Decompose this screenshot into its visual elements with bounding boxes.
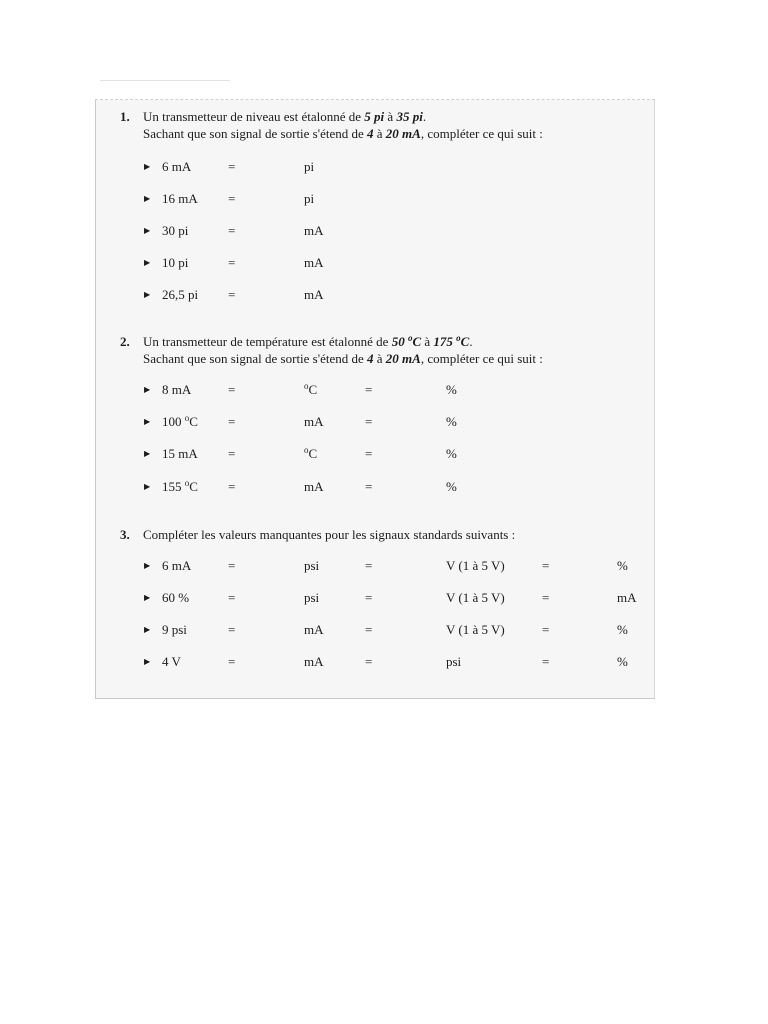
- q2-row-value: [162, 382, 191, 398]
- q1-row-unit: mA: [304, 223, 324, 238]
- bullet-icon: ▶: [144, 258, 151, 267]
- equals-sign: =: [542, 558, 550, 573]
- q3-row-unit-2: V (1 à 5 V): [446, 558, 505, 573]
- degree-sup: o: [184, 413, 190, 423]
- q3-row-unit-1: mA: [304, 654, 324, 669]
- q3-row-unit-2: psi: [446, 654, 462, 669]
- equals-sign: =: [228, 191, 236, 206]
- q1-row-value: 10 pi: [162, 255, 189, 270]
- q1-text: .: [422, 109, 427, 124]
- equals-sign: =: [228, 255, 236, 270]
- q3-row-unit-1: psi: [304, 558, 320, 573]
- q2-text: .: [469, 334, 473, 349]
- equals-sign: =: [365, 622, 373, 637]
- q3-row-value: 6 mA: [162, 558, 192, 573]
- q2-row-unit: [304, 479, 324, 495]
- q2-row-unit: [304, 382, 317, 398]
- question-2-line-1: [143, 334, 473, 350]
- bullet-icon: ▶: [144, 625, 151, 634]
- degree-sup: o: [456, 333, 461, 343]
- q2-range-min: [392, 334, 421, 349]
- unit-text: mA: [304, 479, 324, 494]
- equals-sign: =: [228, 159, 236, 174]
- equals-sign: =: [228, 414, 236, 429]
- q2-text: Un transmetteur de température est étalonné de: [143, 334, 392, 349]
- value-text: 155: [162, 479, 185, 494]
- q1-range-max: 35 pi: [396, 109, 423, 124]
- degree-sup: o: [304, 445, 309, 455]
- q2-row-percent: %: [446, 479, 457, 494]
- bullet-icon: ▶: [144, 417, 151, 426]
- equals-sign: =: [365, 446, 373, 461]
- question-1-line-1: [143, 109, 426, 125]
- q2-signal-max: 20 mA: [385, 351, 421, 366]
- q1-row-unit: pi: [304, 159, 315, 174]
- q2-row-unit: [304, 446, 317, 462]
- q2-text: à: [373, 351, 386, 366]
- q3-row-unit-1: psi: [304, 590, 320, 605]
- q1-text: Sachant que son signal de sortie s'étend de: [143, 126, 368, 141]
- q2-range-max: [433, 334, 469, 349]
- q1-range-min: 5 pi: [364, 109, 385, 124]
- q1-signal-min: 4: [367, 126, 374, 141]
- bullet-icon: ▶: [144, 290, 151, 299]
- q1-text: à: [373, 126, 386, 141]
- scanned-sheet: [95, 100, 655, 699]
- q1-text: à: [384, 109, 397, 124]
- equals-sign: =: [228, 558, 236, 573]
- equals-sign: =: [228, 446, 236, 461]
- bullet-icon: ▶: [144, 593, 151, 602]
- q2-signal-min: 4: [367, 351, 374, 366]
- value-text: 15 mA: [162, 446, 198, 461]
- q3-row-value: 9 psi: [162, 622, 187, 637]
- value-unit: C: [189, 479, 198, 494]
- q3-row-unit-3: mA: [617, 590, 637, 605]
- q1-row-unit: pi: [304, 191, 315, 206]
- equals-sign: =: [228, 590, 236, 605]
- q1-text: Un transmetteur de niveau est étalonné de: [143, 109, 365, 124]
- q2-text: Sachant que son signal de sortie s'étend de: [143, 351, 368, 366]
- q2-range-max-value: 175: [433, 334, 457, 349]
- q2-range-min-value: 50: [391, 334, 408, 349]
- q1-signal-max: 20 mA: [385, 126, 421, 141]
- question-2-number: 2.: [120, 334, 130, 349]
- bullet-icon: ▶: [144, 162, 151, 171]
- q2-row-percent: %: [446, 414, 457, 429]
- equals-sign: =: [542, 590, 550, 605]
- value-text: 100: [162, 414, 185, 429]
- q2-text: , compléter ce qui suit :: [420, 351, 543, 366]
- degree-sup: o: [304, 381, 309, 391]
- q2-row-value: [162, 479, 198, 495]
- question-3-number: 3.: [120, 527, 130, 542]
- q1-row-value: 6 mA: [162, 159, 192, 174]
- q2-row-percent: %: [446, 382, 457, 397]
- q1-row-value: 26,5 pi: [162, 287, 199, 302]
- unit-text: C: [308, 382, 318, 397]
- equals-sign: =: [228, 479, 236, 494]
- equals-sign: =: [365, 479, 373, 494]
- q3-row-value: 60 %: [162, 590, 190, 605]
- q3-row-unit-2: V (1 à 5 V): [446, 622, 505, 637]
- equals-sign: =: [228, 223, 236, 238]
- q1-row-unit: mA: [304, 287, 324, 302]
- bullet-icon: ▶: [144, 657, 151, 666]
- bullet-icon: ▶: [144, 482, 151, 491]
- equals-sign: =: [365, 590, 373, 605]
- equals-sign: =: [542, 622, 550, 637]
- bullet-icon: ▶: [144, 226, 151, 235]
- question-2-line-2: [143, 351, 543, 367]
- question-1-number: 1.: [120, 109, 130, 124]
- bullet-icon: ▶: [144, 194, 151, 203]
- unit-text: mA: [304, 414, 324, 429]
- q1-row-value: 16 mA: [162, 191, 198, 206]
- bullet-icon: ▶: [144, 385, 151, 394]
- value-unit: C: [189, 414, 198, 429]
- q1-text: , compléter ce qui suit :: [420, 126, 543, 141]
- q2-row-percent: %: [446, 446, 457, 461]
- scan-edge-line: [100, 80, 230, 81]
- q3-row-unit-2: V (1 à 5 V): [446, 590, 505, 605]
- equals-sign: =: [228, 654, 236, 669]
- degree-sup: o: [184, 478, 190, 488]
- equals-sign: =: [228, 622, 236, 637]
- value-text: 8 mA: [162, 382, 192, 397]
- q3-row-unit-3: %: [617, 558, 628, 573]
- unit-text: C: [308, 446, 318, 461]
- q3-row-unit-3: %: [617, 654, 628, 669]
- bullet-icon: ▶: [144, 449, 151, 458]
- degree-sup: o: [407, 333, 413, 343]
- q2-range-max-unit: C: [460, 334, 470, 349]
- equals-sign: =: [365, 414, 373, 429]
- q2-row-unit: [304, 414, 324, 430]
- q1-row-value: 30 pi: [162, 223, 189, 238]
- q3-row-unit-1: mA: [304, 622, 324, 637]
- q1-row-unit: mA: [304, 255, 324, 270]
- question-1-line-2: [143, 126, 543, 142]
- q2-range-min-unit: C: [412, 334, 422, 349]
- equals-sign: =: [365, 558, 373, 573]
- equals-sign: =: [365, 382, 373, 397]
- q2-row-value: [162, 414, 198, 430]
- equals-sign: =: [228, 287, 236, 302]
- equals-sign: =: [542, 654, 550, 669]
- bullet-icon: ▶: [144, 561, 151, 570]
- equals-sign: =: [365, 654, 373, 669]
- q3-row-unit-3: %: [617, 622, 628, 637]
- question-3-line-1: Compléter les valeurs manquantes pour les signaux standards suivants :: [143, 527, 516, 542]
- equals-sign: =: [228, 382, 236, 397]
- q3-row-value: 4 V: [162, 654, 181, 669]
- q2-text: à: [421, 334, 434, 349]
- q2-row-value: [162, 446, 198, 462]
